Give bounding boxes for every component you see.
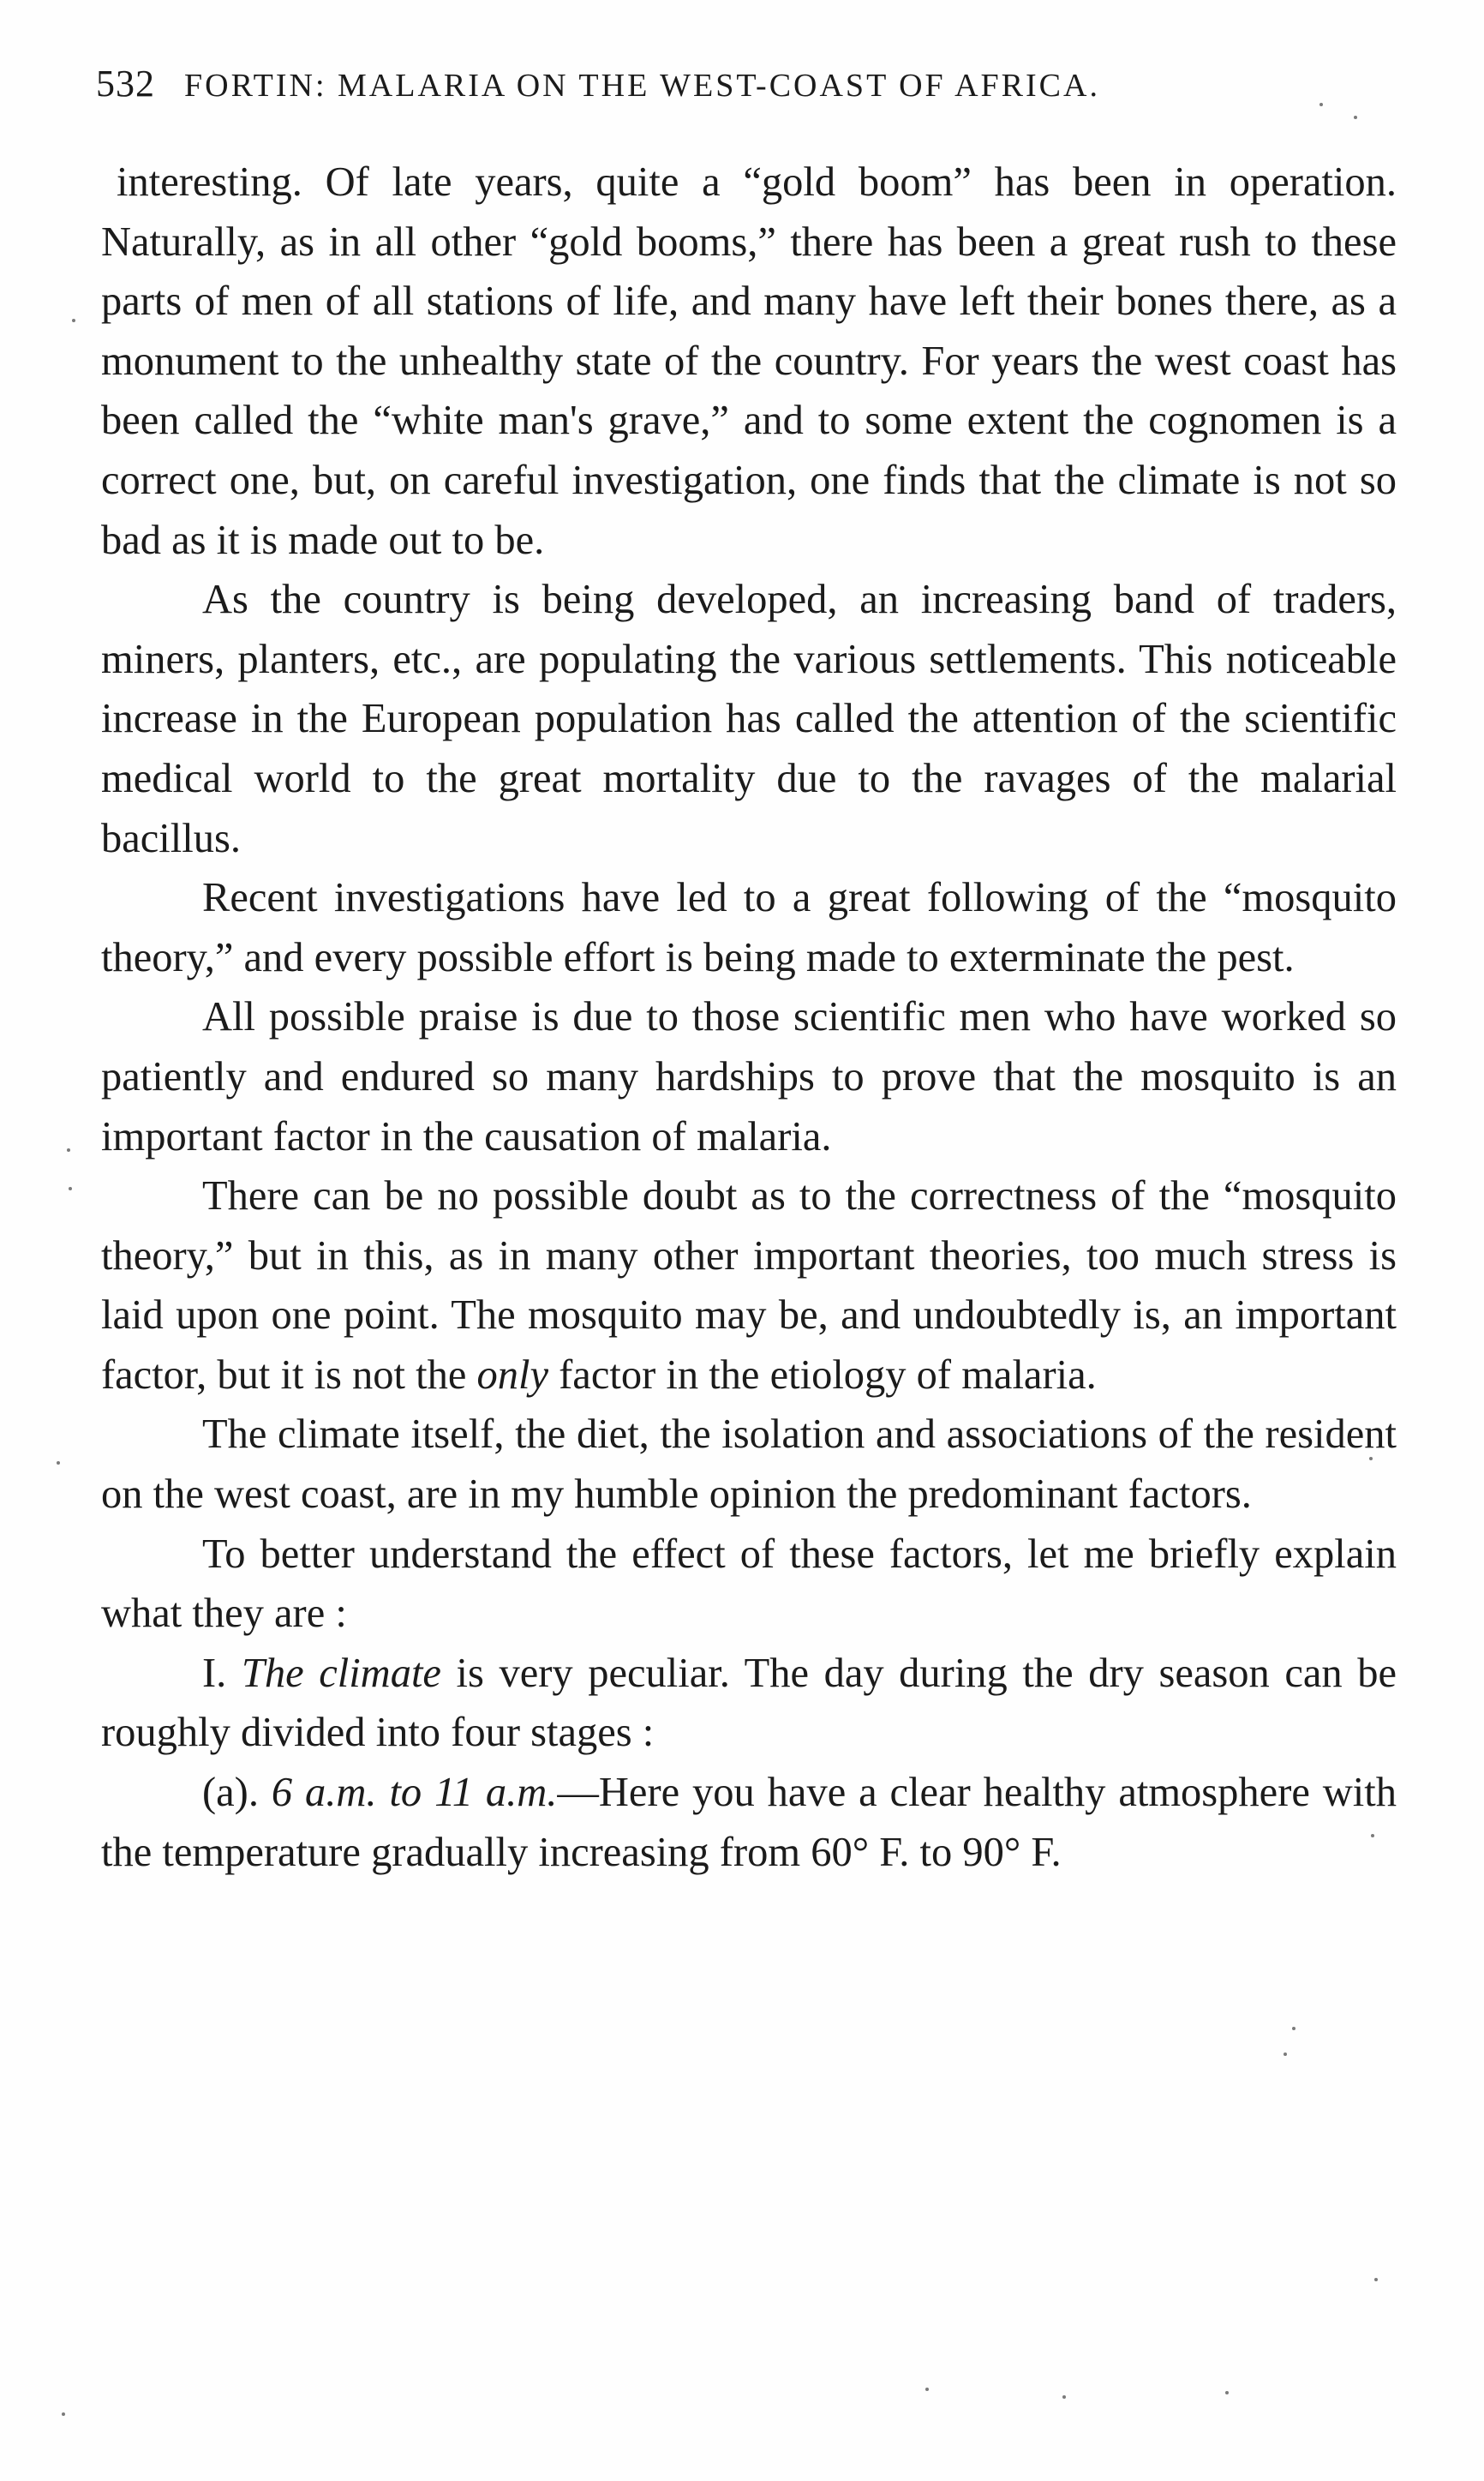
paragraph-5-text-after: factor in the etiology of malaria.: [548, 1351, 1097, 1398]
print-speck: [67, 1148, 70, 1152]
paragraph-2: As the country is being developed, an increasing band of traders, miners, planters, etc., are populating the various settlements. This noticeable increase in the European population has called the attention of the scientific medical world to the great mortality due to the ravages of the malarial bacillus.: [101, 577, 1397, 861]
print-speck: [1292, 2027, 1296, 2030]
paragraph-6: The climate itself, the diet, the isolation and associations of the resident on the west coast, are in my humble opinion the predominant factors.: [101, 1411, 1397, 1518]
climate-item-heading: The climate: [241, 1650, 441, 1696]
stage-a-text: —Here you have a clear healthy atmosphere with the temperature gradually increasing from 60° F. to 90° F.: [101, 1770, 1397, 1875]
print-speck: [72, 319, 75, 322]
print-speck: [1354, 116, 1357, 119]
print-speck: [62, 2412, 65, 2416]
print-speck: [1225, 2391, 1229, 2394]
paragraph-5: [101, 1166, 1397, 1405]
print-speck: [1284, 2053, 1287, 2056]
print-speck: [1319, 103, 1323, 106]
running-title: FORTIN: MALARIA ON THE WEST-COAST OF AFRICA.: [184, 68, 1100, 104]
paragraph-5-text-before: There can be no possible doubt as to the correctness of the “mosquito theory,” but in this, as in many other important theories, too much stress is laid upon one point. The mosquito may be, and undoubtedly is, an important factor, but it is not the: [101, 1173, 1397, 1398]
page-header: [96, 62, 1381, 122]
print-speck: [1371, 1834, 1374, 1837]
print-speck: [1369, 1457, 1373, 1460]
stage-a-label: (a).: [202, 1770, 259, 1816]
stage-a-time: 6 a.m. to 11 a.m.: [271, 1770, 558, 1816]
climate-item-text: is very peculiar. The day during the dry season can be roughly divided into four stages :: [101, 1650, 1397, 1756]
stage-a-item: [101, 1763, 1397, 1882]
page-number: 532: [96, 63, 155, 105]
paragraph-3: Recent investigations have led to a great following of the “mosquito theory,” and every possible effort is being made to exterminate the pest.: [101, 875, 1397, 980]
paragraph-7: To better understand the effect of these factors, let me briefly explain what they are :: [101, 1531, 1397, 1637]
paragraph-1: interesting. Of late years, quite a “gold boom” has been in operation. Naturally, as in all other “gold booms,” there has been a great rush to these parts of men of all stations of life, and many have left their bones there, as a monument to the unhealthy state of the country. For years the west coast has been called the “white man's grave,” and to some extent the cognomen is a correct one, but, on careful investigation, one finds that the climate is not so bad as it is made out to be.: [101, 159, 1397, 563]
body-text: [101, 153, 1397, 1882]
climate-item: [101, 1644, 1397, 1763]
print-speck: [925, 2388, 929, 2391]
print-speck: [1062, 2395, 1066, 2399]
paragraph-5-emphasis: only: [476, 1351, 549, 1398]
print-speck: [57, 1461, 60, 1465]
climate-item-label: I.: [202, 1650, 227, 1696]
paragraph-4: All possible praise is due to those scientific men who have worked so patiently and endured so many hardships to prove that the mosquito is an important factor in the causation of malaria.: [101, 994, 1397, 1160]
print-speck: [69, 1187, 72, 1190]
print-speck: [1374, 2278, 1378, 2281]
